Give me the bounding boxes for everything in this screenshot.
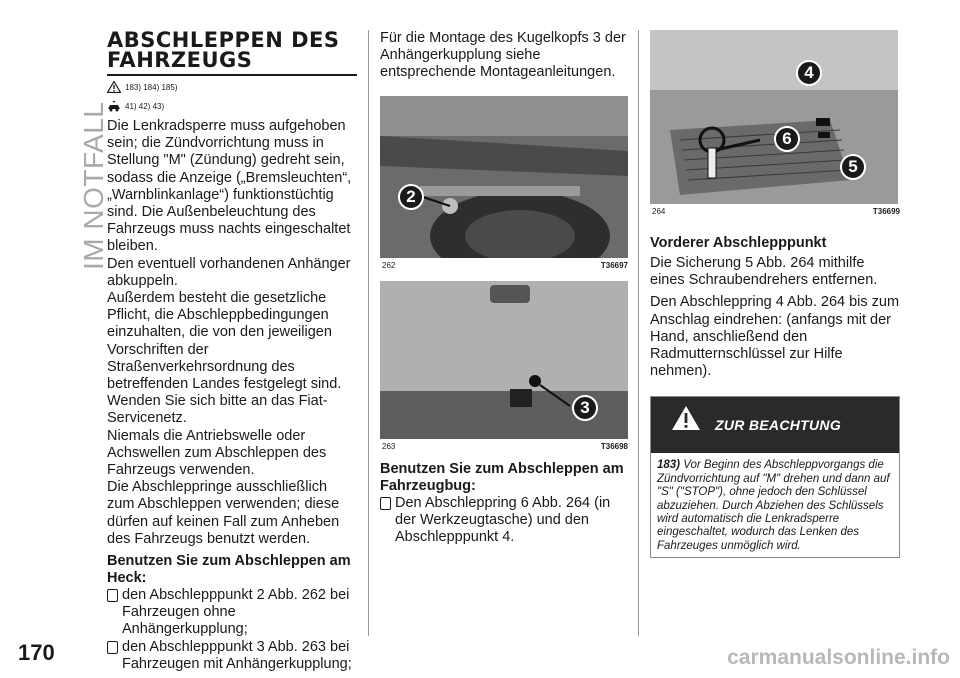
callout-3: 3 (572, 395, 598, 421)
callout-6: 6 (774, 126, 800, 152)
figure-264-image (650, 30, 898, 204)
callout-5: 5 (840, 154, 866, 180)
section-title: ABSCHLEPPEN DES FAHRZEUGS (107, 30, 357, 76)
caution-ref: 183) (657, 459, 681, 472)
sub-heading: Benutzen Sie zum Abschleppen am Fahrzeugbug: (380, 460, 624, 494)
column-divider (638, 30, 639, 636)
paragraph: Die Lenkradsperre muss aufgehoben sein; die Zündvorrichtung muss in Stellung "M" (Zündung) gedreht sein, sodass die Anzeige („Bremsleuchten“, „Warnblinkanlage“) funktionstüchtig sind. Die Außenbeleuchtung des Fahrzeugs muss nachts eingeschaltet bleiben. (107, 118, 352, 255)
page-number: 170 (18, 640, 55, 665)
figure-caption: 264 T36699 (652, 207, 900, 216)
paragraph: Außerdem besteht die gesetzliche Pflicht, die Abschleppbedingungen einzuhalten, die von den jeweiligen Vorschriften der Straßenverkehrsordnung des betreffenden Landes festgelegt sind. (107, 290, 342, 393)
caution-header (651, 397, 899, 453)
list-item: den Abschlepppunkt 3 Abb. 263 bei Fahrzeugen mit Anhängerkupplung; (107, 639, 357, 673)
figure-262-image (380, 96, 628, 258)
paragraph: Den eventuell vorhandenen Anhänger abkuppeln. (107, 255, 351, 289)
column-2 (380, 30, 628, 546)
paragraph: Die Sicherung 5 Abb. 264 mithilfe eines Schraubendrehers entfernen. (650, 255, 878, 289)
sub-heading: Benutzen Sie zum Abschleppen am Heck: (107, 553, 351, 587)
warning-triangle-icon (671, 405, 701, 431)
column-3 (650, 30, 900, 558)
caution-text: Vor Beginn des Abschleppvorgangs die Zündvorrichtung auf "M" drehen und dann auf "S" ("STOP"), ohne jedoch den Schlüssel abzuziehen. Durch Abziehen des Schlüssels wird automatisch die Lenkradsperre eingeschaltet, wodurch das Lenken des Fahrzeuges unmöglich wird. (657, 459, 890, 552)
caution-box (650, 396, 900, 558)
watermark: carmanualsonline.info (727, 646, 950, 669)
underbody-illustration (380, 96, 628, 258)
paragraph: Für die Montage des Kugelkopfs 3 der Anhängerkupplung siehe entsprechende Montageanleitungen. (380, 30, 626, 81)
note-refs-text: 41) 42) 43) (125, 101, 165, 111)
caution-title: ZUR BEACHTUNG (715, 417, 842, 434)
paragraph: Wenden Sie sich bitte an das Fiat-Servicenetz. (107, 393, 328, 427)
column-divider (368, 30, 369, 636)
car-care-icon (107, 100, 121, 112)
warning-icon (107, 81, 121, 93)
callout-4: 4 (796, 60, 822, 86)
note-refs (107, 98, 357, 114)
list-item: den Abschlepppunkt 2 Abb. 262 bei Fahrzeugen ohne Anhängerkupplung; (107, 587, 357, 639)
chapter-side-title: IM NOTFALL (78, 101, 109, 270)
callout-2: 2 (398, 184, 424, 210)
paragraph: Die Abschleppringe ausschließlich zum Abschleppen verwenden; diese dürfen auf keinen Fall zum Anheben des Fahrzeugs benutzt werden. (107, 479, 340, 547)
warning-refs-text: 183) 184) 185) (125, 82, 178, 92)
sub-heading: Vorderer Abschlepppunkt (650, 235, 827, 251)
bullet-icon (107, 641, 118, 654)
figure-caption: 263 T36698 (382, 441, 628, 451)
paragraph: Den Abschleppring 4 Abb. 264 bis zum Anschlag eindrehen: (anfangs mit der Hand, anschließend den Radmutternschlüssel zur Hilfe nehmen). (650, 294, 900, 380)
paragraph: Niemals die Antriebswelle oder Achswellen zum Abschleppen des Fahrzeugs verwenden. (107, 427, 327, 479)
front-bumper-illustration (650, 30, 898, 204)
figure-caption: 262 T36697 (382, 260, 628, 270)
column-1 (107, 30, 357, 673)
figure-263-image (380, 281, 628, 439)
list-item: Den Abschleppring 6 Abb. 264 (in der Werkzeugtasche) und den Abschlepppunkt 4. (380, 495, 628, 547)
bullet-icon (107, 589, 118, 602)
caution-body (651, 453, 899, 557)
warning-refs (107, 79, 357, 95)
bullet-icon (380, 497, 391, 510)
